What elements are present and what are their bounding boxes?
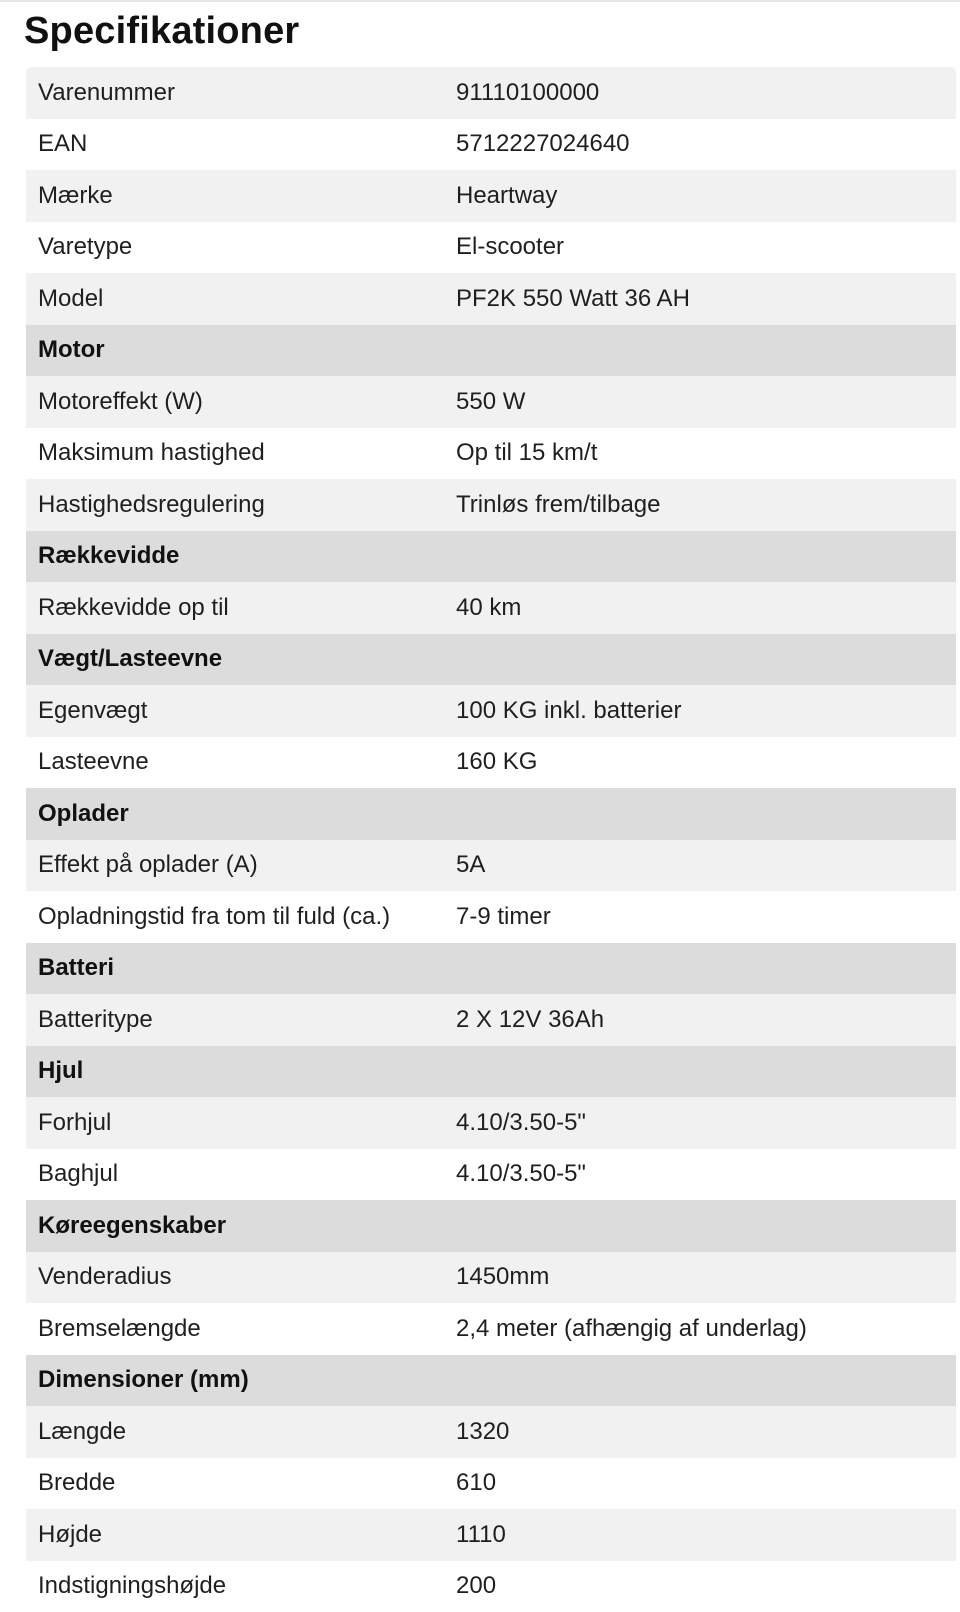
spec-value: 1110 bbox=[456, 1521, 956, 1549]
spec-value: 1450mm bbox=[456, 1263, 956, 1291]
spec-label: Rækkevidde op til bbox=[26, 594, 456, 622]
table-row bbox=[26, 737, 956, 789]
section-title: Dimensioner (mm) bbox=[26, 1366, 456, 1394]
spec-label: Model bbox=[26, 285, 456, 313]
section-header bbox=[26, 1355, 956, 1407]
table-row bbox=[26, 1509, 956, 1561]
spec-label: Hastighedsregulering bbox=[26, 491, 456, 519]
table-row bbox=[26, 428, 956, 480]
spec-value: El-scooter bbox=[456, 233, 956, 261]
specifications-table bbox=[26, 67, 956, 1612]
spec-label: Egenvægt bbox=[26, 697, 456, 725]
spec-value: 550 W bbox=[456, 388, 956, 416]
table-row bbox=[26, 840, 956, 892]
section-title: Motor bbox=[26, 336, 456, 364]
section-title: Hjul bbox=[26, 1057, 456, 1085]
spec-value: 7-9 timer bbox=[456, 903, 956, 931]
section-header bbox=[26, 1046, 956, 1098]
table-row bbox=[26, 67, 956, 119]
table-row bbox=[26, 119, 956, 171]
spec-value: 1320 bbox=[456, 1418, 956, 1446]
section-header bbox=[26, 325, 956, 377]
table-row bbox=[26, 1097, 956, 1149]
spec-value: 160 KG bbox=[456, 748, 956, 776]
section-header bbox=[26, 531, 956, 583]
table-row bbox=[26, 222, 956, 274]
spec-label: Lasteevne bbox=[26, 748, 456, 776]
section-title: Rækkevidde bbox=[26, 542, 456, 570]
spec-label: Indstigningshøjde bbox=[26, 1572, 456, 1600]
top-divider bbox=[0, 0, 960, 2]
section-title: Vægt/Lasteevne bbox=[26, 645, 456, 673]
spec-label: Effekt på oplader (A) bbox=[26, 851, 456, 879]
spec-label: Højde bbox=[26, 1521, 456, 1549]
spec-value: 2,4 meter (afhængig af underlag) bbox=[456, 1315, 956, 1343]
spec-label: Længde bbox=[26, 1418, 456, 1446]
table-row bbox=[26, 994, 956, 1046]
page-title: Specifikationer bbox=[24, 6, 299, 56]
table-row bbox=[26, 1252, 956, 1304]
spec-label: Forhjul bbox=[26, 1109, 456, 1137]
section-header bbox=[26, 634, 956, 686]
table-row bbox=[26, 1561, 956, 1612]
spec-label: Varetype bbox=[26, 233, 456, 261]
spec-label: Baghjul bbox=[26, 1160, 456, 1188]
table-row bbox=[26, 376, 956, 428]
spec-label: Motoreffekt (W) bbox=[26, 388, 456, 416]
table-row bbox=[26, 1406, 956, 1458]
spec-value: 5712227024640 bbox=[456, 130, 956, 158]
table-row bbox=[26, 891, 956, 943]
spec-label: Varenummer bbox=[26, 79, 456, 107]
spec-value: 200 bbox=[456, 1572, 956, 1600]
table-row bbox=[26, 1149, 956, 1201]
spec-value: 610 bbox=[456, 1469, 956, 1497]
table-row bbox=[26, 273, 956, 325]
spec-value: 2 X 12V 36Ah bbox=[456, 1006, 956, 1034]
table-row bbox=[26, 479, 956, 531]
spec-value: 100 KG inkl. batterier bbox=[456, 697, 956, 725]
spec-value: Op til 15 km/t bbox=[456, 439, 956, 467]
section-header bbox=[26, 1200, 956, 1252]
spec-label: Bremselængde bbox=[26, 1315, 456, 1343]
spec-label: Bredde bbox=[26, 1469, 456, 1497]
spec-value: PF2K 550 Watt 36 AH bbox=[456, 285, 956, 313]
section-header bbox=[26, 788, 956, 840]
table-row bbox=[26, 1303, 956, 1355]
spec-label: Mærke bbox=[26, 182, 456, 210]
spec-label: EAN bbox=[26, 130, 456, 158]
spec-label: Opladningstid fra tom til fuld (ca.) bbox=[26, 903, 456, 931]
spec-value: Heartway bbox=[456, 182, 956, 210]
table-row bbox=[26, 685, 956, 737]
section-title: Batteri bbox=[26, 954, 456, 982]
spec-value: 4.10/3.50-5" bbox=[456, 1109, 956, 1137]
section-header bbox=[26, 943, 956, 995]
spec-value: 5A bbox=[456, 851, 956, 879]
spec-value: 91110100000 bbox=[456, 79, 956, 107]
spec-label: Venderadius bbox=[26, 1263, 456, 1291]
spec-label: Maksimum hastighed bbox=[26, 439, 456, 467]
table-row bbox=[26, 582, 956, 634]
spec-label: Batteritype bbox=[26, 1006, 456, 1034]
table-row bbox=[26, 1458, 956, 1510]
table-row bbox=[26, 170, 956, 222]
section-title: Køreegenskaber bbox=[26, 1212, 456, 1240]
section-title: Oplader bbox=[26, 800, 456, 828]
spec-value: Trinløs frem/tilbage bbox=[456, 491, 956, 519]
spec-value: 4.10/3.50-5" bbox=[456, 1160, 956, 1188]
spec-value: 40 km bbox=[456, 594, 956, 622]
